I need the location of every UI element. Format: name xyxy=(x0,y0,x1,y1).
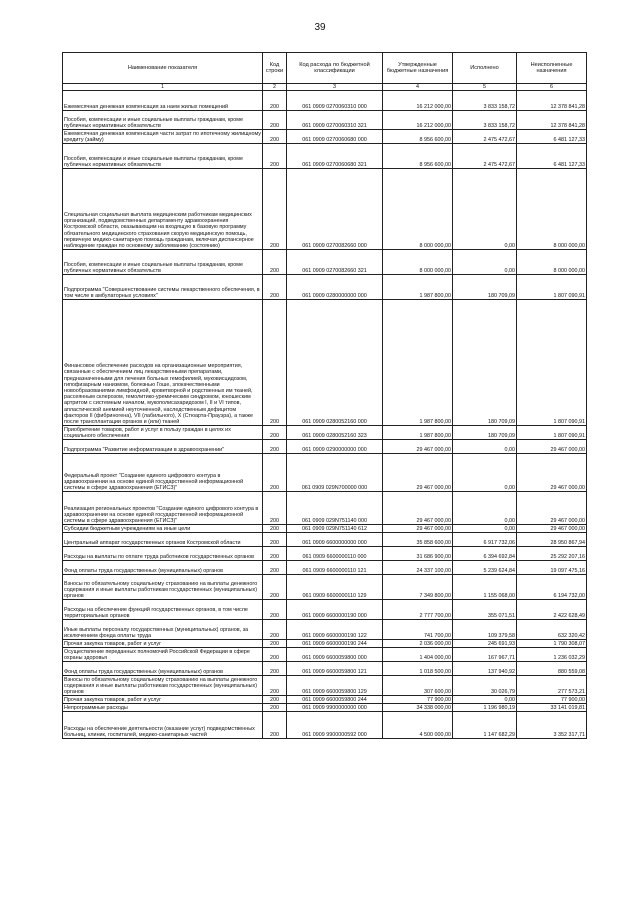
row-code: 200 xyxy=(263,620,287,640)
table-row xyxy=(63,676,587,696)
column-index: 6 xyxy=(517,84,587,91)
row-approved: 2 777 700,00 xyxy=(383,600,453,620)
row-code: 200 xyxy=(263,426,287,440)
row-classification: 061 0909 6600059800 244 xyxy=(287,696,383,704)
row-name: Ежемесячная денежная компенсация части затрат по ипотечному жилищному кредиту (займу) xyxy=(64,130,261,143)
row-name: Взносы по обязательному социальному страхованию на выплаты денежного содержания и иные выплаты работникам государственных (муниципальных) органов xyxy=(63,676,263,696)
row-classification: 061 0909 0270060310 000 xyxy=(287,91,383,111)
row-executed: 0,00 xyxy=(453,525,517,533)
column-index: 3 xyxy=(287,84,383,91)
row-approved: 29 467 000,00 xyxy=(383,492,453,525)
row-unexecuted: 29 467 000,00 xyxy=(517,440,587,454)
row-name: Подпрограмма "Развитие информатизации в здравоохранении" xyxy=(63,440,263,454)
table-row xyxy=(63,91,587,111)
table-row xyxy=(63,712,587,739)
table-row xyxy=(63,250,587,275)
row-unexecuted: 6 481 127,33 xyxy=(517,130,587,144)
row-code: 200 xyxy=(263,250,287,275)
row-unexecuted: 6 194 732,00 xyxy=(517,575,587,600)
row-name: Прочая закупка товаров, работ и услуг xyxy=(63,696,263,704)
row-classification: 061 0909 0270060680 321 xyxy=(287,144,383,169)
row-approved: 741 700,00 xyxy=(383,620,453,640)
row-unexecuted: 3 352 317,71 xyxy=(517,712,587,739)
table-row xyxy=(63,640,587,648)
row-unexecuted: 12 378 841,28 xyxy=(517,91,587,111)
row-classification: 061 0909 6600000190 244 xyxy=(287,640,383,648)
row-code: 200 xyxy=(263,91,287,111)
row-code: 200 xyxy=(263,300,287,426)
row-executed: 1 147 682,29 xyxy=(453,712,517,739)
row-code: 200 xyxy=(263,492,287,525)
row-unexecuted: 8 000 000,00 xyxy=(517,169,587,250)
table-row xyxy=(63,440,587,454)
table-row xyxy=(63,648,587,662)
table-row xyxy=(63,561,587,575)
row-name: Фонд оплаты труда государственных (муниципальных) органов xyxy=(63,662,263,676)
row-name: Прочая закупка товаров, работ и услуг xyxy=(63,640,263,648)
row-classification: 061 0909 0270082660 321 xyxy=(287,250,383,275)
row-executed: 167 967,71 xyxy=(453,648,517,662)
table-row xyxy=(63,547,587,561)
row-name: Взносы по обязательному социальному страхованию на выплаты денежного содержания и иные выплаты работникам государственных (муниципальных) органов xyxy=(63,575,263,600)
table-row xyxy=(63,662,587,676)
row-approved: 29 467 000,00 xyxy=(383,525,453,533)
row-executed: 180 709,09 xyxy=(453,426,517,440)
row-unexecuted: 25 292 207,16 xyxy=(517,547,587,561)
row-executed: 0,00 xyxy=(453,440,517,454)
header-executed: Исполнено xyxy=(453,53,517,84)
row-approved: 1 018 500,00 xyxy=(383,662,453,676)
row-code: 200 xyxy=(263,600,287,620)
row-classification: 061 0909 6600000000 000 xyxy=(287,533,383,547)
row-code: 200 xyxy=(263,676,287,696)
row-executed: 0,00 xyxy=(453,250,517,275)
row-name: Специальная социальная выплата медицинским работникам медицинских организаций, подведомственных департаменту здравоохранения Костромской области, оказывающим на входящую в базовую программу обязательного медицинского страхования скорую медицинскую помощь, первичную медико-санитарную помощь гражданам, включая диспансерное наблюдение граждан по основному заболеванию (состоянию) xyxy=(63,169,263,250)
row-classification: 061 0909 029N700000 000 xyxy=(287,454,383,492)
row-executed: 180 709,09 xyxy=(453,275,517,300)
row-approved: 8 956 600,00 xyxy=(383,144,453,169)
row-executed: 0,00 xyxy=(453,696,517,704)
row-code: 200 xyxy=(263,525,287,533)
row-name: Федеральный проект "Создание единого цифрового контура в здравоохранении на основе единой государственной информационной системы в сфере здравоохранения (ЕГИСЗ)" xyxy=(63,454,263,492)
row-code: 200 xyxy=(263,547,287,561)
row-approved: 29 467 000,00 xyxy=(383,454,453,492)
row-name: Приобретение товаров, работ и услуг в пользу граждан в целях их социального обеспечения xyxy=(63,426,263,440)
row-executed: 6 394 692,84 xyxy=(453,547,517,561)
row-unexecuted: 29 467 000,00 xyxy=(517,525,587,533)
row-classification: 061 0909 6600059800 121 xyxy=(287,662,383,676)
row-executed: 3 833 158,72 xyxy=(453,111,517,130)
row-code: 200 xyxy=(263,696,287,704)
row-classification: 061 0909 0280000000 000 xyxy=(287,275,383,300)
row-name: Пособия, компенсации и иные социальные выплаты гражданам, кроме публичных нормативных обязательств xyxy=(63,144,263,169)
row-approved: 16 212 000,00 xyxy=(383,111,453,130)
table-row xyxy=(63,575,587,600)
table-row xyxy=(63,620,587,640)
row-classification: 061 0909 6600059800 129 xyxy=(287,676,383,696)
row-executed: 0,00 xyxy=(453,492,517,525)
row-unexecuted: 1 807 090,91 xyxy=(517,275,587,300)
row-name: Реализация региональных проектов "Создание единого цифрового контура в здравоохранении на основе единой государственной информационной системы в сфере здравоохранения (ЕГИСЗ)" xyxy=(63,492,263,525)
row-approved: 4 500 000,00 xyxy=(383,712,453,739)
row-code: 200 xyxy=(263,575,287,600)
row-classification: 061 0909 029N751140 612 xyxy=(287,525,383,533)
row-name: Пособия, компенсации и иные социальные выплаты гражданам, кроме публичных нормативных обязательств xyxy=(63,250,263,275)
row-approved: 16 212 000,00 xyxy=(383,91,453,111)
row-executed: 0,00 xyxy=(453,454,517,492)
row-unexecuted: 632 320,42 xyxy=(517,620,587,640)
table-row xyxy=(63,525,587,533)
row-executed: 245 691,93 xyxy=(453,640,517,648)
row-executed: 180 709,09 xyxy=(453,300,517,426)
column-index: 1 xyxy=(63,84,263,91)
row-classification: 061 0909 0280052160 000 xyxy=(287,300,383,426)
row-executed: 1 155 068,00 xyxy=(453,575,517,600)
row-approved: 307 600,00 xyxy=(383,676,453,696)
row-executed: 355 071,51 xyxy=(453,600,517,620)
row-unexecuted: 28 950 867,94 xyxy=(517,533,587,547)
row-approved: 24 337 100,00 xyxy=(383,561,453,575)
table-row xyxy=(63,454,587,492)
row-code: 200 xyxy=(263,454,287,492)
row-code: 200 xyxy=(263,712,287,739)
row-code: 200 xyxy=(263,169,287,250)
row-unexecuted: 1 807 090,91 xyxy=(517,426,587,440)
row-classification: 061 0909 6600000190 000 xyxy=(287,600,383,620)
page-number: 39 xyxy=(314,22,326,33)
table-row xyxy=(63,130,587,144)
header-classification: Код расхода по бюджетной классификации xyxy=(287,53,383,84)
header-unexecuted: Неисполненные назначения xyxy=(517,53,587,84)
row-classification: 061 0909 0280052160 323 xyxy=(287,426,383,440)
table-row xyxy=(63,275,587,300)
header-name: Наименование показателя xyxy=(63,53,263,84)
budget-table xyxy=(62,52,587,739)
row-classification: 061 0909 0270060680 000 xyxy=(287,130,383,144)
row-approved: 1 404 000,00 xyxy=(383,648,453,662)
header-row xyxy=(63,53,587,84)
row-unexecuted: 1 236 032,29 xyxy=(517,648,587,662)
row-unexecuted: 77 900,00 xyxy=(517,696,587,704)
row-name: Субсидии бюджетным учреждениям на иные цели xyxy=(63,525,263,533)
table-row xyxy=(63,144,587,169)
row-code: 200 xyxy=(263,144,287,169)
table-body xyxy=(63,91,587,739)
header-code: Код строки xyxy=(263,53,287,84)
row-executed: 137 940,92 xyxy=(453,662,517,676)
row-approved: 8 000 000,00 xyxy=(383,250,453,275)
row-executed: 6 917 732,06 xyxy=(453,533,517,547)
row-name: Непрограммные расходы xyxy=(63,704,263,712)
row-executed: 2 475 472,67 xyxy=(453,144,517,169)
table-row xyxy=(63,533,587,547)
row-executed: 1 196 980,19 xyxy=(453,704,517,712)
row-executed: 109 379,58 xyxy=(453,620,517,640)
row-code: 200 xyxy=(263,561,287,575)
row-classification: 061 0909 0270082660 000 xyxy=(287,169,383,250)
table-row xyxy=(63,169,587,250)
row-approved: 35 858 600,00 xyxy=(383,533,453,547)
row-approved: 29 467 000,00 xyxy=(383,440,453,454)
row-approved: 34 338 000,00 xyxy=(383,704,453,712)
row-unexecuted: 880 559,08 xyxy=(517,662,587,676)
row-unexecuted: 33 141 019,81 xyxy=(517,704,587,712)
row-name: Иные выплаты персоналу государственных (муниципальных) органов, за исключением фонда оплаты труда xyxy=(63,620,263,640)
row-executed: 5 239 624,84 xyxy=(453,561,517,575)
row-code: 200 xyxy=(263,440,287,454)
row-unexecuted: 6 481 127,33 xyxy=(517,144,587,169)
header-approved: Утвержденные бюджетные назначения xyxy=(383,53,453,84)
column-index: 4 xyxy=(383,84,453,91)
row-name: Расходы на обеспечение функций государственных органов, в том числе территориальных органов xyxy=(63,600,263,620)
row-unexecuted: 8 000 000,00 xyxy=(517,250,587,275)
row-approved: 1 987 800,00 xyxy=(383,426,453,440)
row-code: 200 xyxy=(263,533,287,547)
table-row xyxy=(63,696,587,704)
table-row xyxy=(63,426,587,440)
row-approved: 1 987 800,00 xyxy=(383,275,453,300)
column-index-row xyxy=(63,84,587,91)
row-classification: 061 0909 6600000190 122 xyxy=(287,620,383,640)
row-code: 200 xyxy=(263,130,287,144)
row-executed: 3 833 158,72 xyxy=(453,91,517,111)
row-name: Расходы на обеспечение деятельности (оказание услуг) подведомственных больниц, клиник, госпиталей, медико-санитарных частей xyxy=(63,712,263,739)
table-row xyxy=(63,492,587,525)
row-code: 200 xyxy=(263,662,287,676)
row-approved: 7 349 800,00 xyxy=(383,575,453,600)
row-classification: 061 0909 6600000110 121 xyxy=(287,561,383,575)
row-name: Фонд оплаты труда государственных (муниципальных) органов xyxy=(63,561,263,575)
row-approved: 31 686 900,00 xyxy=(383,547,453,561)
row-code: 200 xyxy=(263,111,287,130)
row-unexecuted: 2 422 628,49 xyxy=(517,600,587,620)
table-row xyxy=(63,111,587,130)
row-code: 200 xyxy=(263,640,287,648)
row-unexecuted: 12 378 841,28 xyxy=(517,111,587,130)
table-row xyxy=(63,300,587,426)
row-classification: 061 0909 9900000592 000 xyxy=(287,712,383,739)
table-row xyxy=(63,600,587,620)
row-approved: 1 987 800,00 xyxy=(383,300,453,426)
column-index: 5 xyxy=(453,84,517,91)
row-classification: 061 0909 0290000000 000 xyxy=(287,440,383,454)
row-approved: 77 900,00 xyxy=(383,696,453,704)
row-name: Пособия, компенсации и иные социальные выплаты гражданам, кроме публичных нормативных обязательств xyxy=(63,111,263,130)
row-name: Подпрограмма "Совершенствование системы лекарственного обеспечения, в том числе в амбулаторных условиях" xyxy=(63,275,263,300)
row-code: 200 xyxy=(263,704,287,712)
row-approved: 2 036 000,00 xyxy=(383,640,453,648)
row-classification: 061 0909 9900000000 000 xyxy=(287,704,383,712)
row-name: Центральный аппарат государственных органов Костромской области xyxy=(63,533,263,547)
row-classification: 061 0909 0270060310 321 xyxy=(287,111,383,130)
row-unexecuted: 1 790 308,07 xyxy=(517,640,587,648)
row-executed: 0,00 xyxy=(453,169,517,250)
row-approved: 8 000 000,00 xyxy=(383,169,453,250)
row-unexecuted: 277 573,21 xyxy=(517,676,587,696)
row-unexecuted: 29 467 000,00 xyxy=(517,492,587,525)
row-unexecuted: 29 467 000,00 xyxy=(517,454,587,492)
row-name: Расходы на выплаты по оплате труда работников государственных органов xyxy=(63,547,263,561)
row-classification: 061 0909 6600059800 000 xyxy=(287,648,383,662)
column-index: 2 xyxy=(263,84,287,91)
row-unexecuted: 1 807 090,91 xyxy=(517,300,587,426)
row-code: 200 xyxy=(263,648,287,662)
row-unexecuted: 19 097 475,16 xyxy=(517,561,587,575)
row-executed: 2 475 472,67 xyxy=(453,130,517,144)
row-classification: 061 0909 029N751140 000 xyxy=(287,492,383,525)
row-executed: 30 026,79 xyxy=(453,676,517,696)
row-name: Осуществление переданных полномочий Российской Федерации в сфере охраны здоровья xyxy=(63,648,263,662)
table-row xyxy=(63,704,587,712)
row-approved: 8 956 600,00 xyxy=(383,130,453,144)
row-name: Ежемесячная денежная компенсация за наем жилых помещений xyxy=(63,91,263,111)
row-code: 200 xyxy=(263,275,287,300)
row-classification: 061 0909 6600000110 000 xyxy=(287,547,383,561)
row-name: Финансовое обеспечение расходов на организационные мероприятия, связанные с обеспечением лиц лекарственными препаратами, предназначенными для лечения больных гемофилией, муковисцидозом, гипофизарным нанизмом, болезнью Гоше, злокачественными новообразованиями лимфоидной, кроветворной и родственных им тканей, рассеянным склерозом, гемолитико-уремическим синдромом, юношеским артритом с системным началом, мукополисахаридозом I, II и VI типов, апластической анемией неуточненной, наследственным дефицитом факторов II (фибриногена), VII (лабильного), X (Стюарта-Прауэра), а также после трансплантации органов и (или) тканей xyxy=(63,300,263,426)
row-classification: 061 0909 6600000110 129 xyxy=(287,575,383,600)
